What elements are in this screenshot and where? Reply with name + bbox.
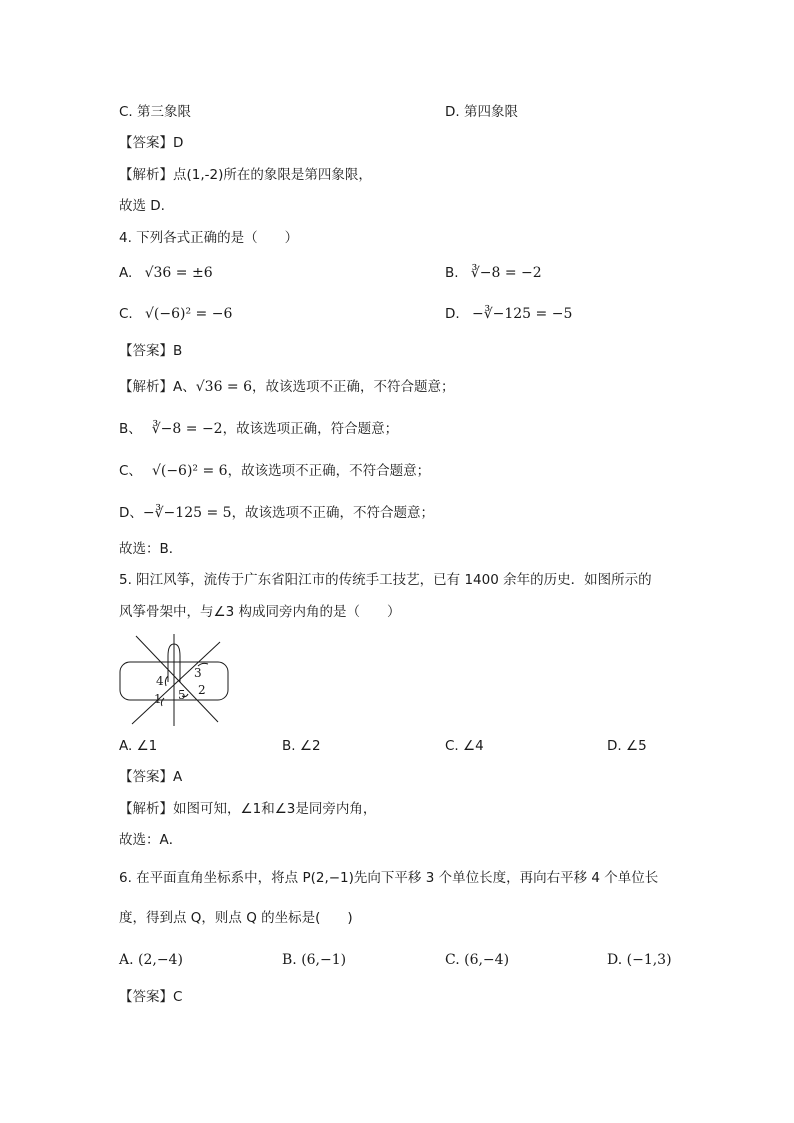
angle-label-2: 2 bbox=[198, 683, 206, 697]
q4-option-b bbox=[445, 263, 542, 283]
q4-analysis-d-prefix: D、 bbox=[119, 505, 143, 521]
q6-option-c: C. (6,−4) bbox=[445, 952, 510, 968]
q4-option-a-expr: √36 = ±6 bbox=[144, 265, 213, 281]
kite-frame-figure bbox=[116, 632, 238, 728]
q5-stem-line1: 5. 阳江风筝，流传于广东省阳江市的传统手工技艺，已有 1400 余年的历史．如图所示的 bbox=[119, 572, 652, 588]
q6-option-b: B. (6,−1) bbox=[282, 952, 347, 968]
q4-analysis-d-text: ，故该选项不正确，不符合题意； bbox=[231, 505, 435, 521]
q4-option-c-expr: √(−6)² = −6 bbox=[145, 306, 233, 322]
q3-conclusion: 故选 D. bbox=[119, 198, 165, 214]
kite-frame-diagonal-2 bbox=[132, 642, 220, 724]
q4-stem: 4. 下列各式正确的是（ ） bbox=[119, 230, 299, 246]
angle-label-3: 3 bbox=[194, 666, 202, 680]
q3-option-d: D. 第四象限 bbox=[445, 104, 518, 120]
q4-analysis-c-prefix: C、 bbox=[119, 463, 142, 479]
angle-label-1: 1 bbox=[154, 692, 162, 706]
q4-conclusion: 故选：B． bbox=[119, 541, 183, 557]
q5-option-a: A. ∠1 bbox=[119, 738, 158, 754]
q4-analysis-a bbox=[119, 377, 455, 397]
q6-stem-line1: 6. 在平面直角坐标系中，将点 P(2,−1)先向下平移 3 个单位长度，再向右平移 4 个单位长 bbox=[119, 870, 659, 886]
q4-analysis-b-text: ，故该选项正确，符合题意； bbox=[222, 421, 399, 437]
q4-analysis-c-expr: √(−6)² = 6 bbox=[151, 463, 228, 479]
q4-analysis-a-prefix: 【解析】A、 bbox=[119, 379, 196, 395]
q5-option-b: B. ∠2 bbox=[282, 738, 321, 754]
q4-analysis-d bbox=[119, 503, 434, 523]
q4-analysis-a-expr: √36 = 6 bbox=[195, 379, 253, 395]
q5-option-c: C. ∠4 bbox=[445, 738, 484, 754]
q3-answer: 【答案】D bbox=[119, 135, 184, 151]
q5-stem-line2: 风筝骨架中，与∠3 构成同旁内角的是（ ） bbox=[119, 604, 401, 620]
q6-option-d: D. (−1,3) bbox=[607, 952, 672, 968]
q4-analysis-b-expr: ∛−8 = −2 bbox=[151, 421, 223, 437]
q4-option-c-label: C. bbox=[119, 306, 133, 322]
q5-answer: 【答案】A bbox=[119, 769, 183, 785]
angle-label-4: 4 bbox=[156, 674, 164, 688]
q5-analysis: 【解析】如图可知，∠1和∠3是同旁内角， bbox=[119, 801, 377, 817]
q4-option-d-expr: −∛−125 = −5 bbox=[471, 306, 573, 322]
q4-analysis-d-expr: −∛−125 = 5 bbox=[142, 505, 232, 521]
q5-option-d: D. ∠5 bbox=[607, 738, 647, 754]
angle-arc-1 bbox=[161, 698, 164, 706]
q4-option-d bbox=[445, 304, 572, 324]
q4-option-c bbox=[119, 304, 232, 324]
q6-stem-line2: 度，得到点 Q，则点 Q 的坐标是( ) bbox=[119, 910, 353, 926]
q3-option-c: C. 第三象限 bbox=[119, 104, 192, 120]
angle-label-5: 5 bbox=[178, 688, 186, 702]
q4-option-b-expr: ∛−8 = −2 bbox=[470, 265, 542, 281]
q6-option-a: A. (2,−4) bbox=[119, 952, 183, 968]
q3-analysis: 【解析】点(1,-2)所在的象限是第四象限， bbox=[119, 167, 372, 183]
q4-analysis-c bbox=[119, 461, 430, 481]
q4-answer: 【答案】B bbox=[119, 343, 183, 359]
q4-analysis-b bbox=[119, 419, 398, 439]
q4-option-a bbox=[119, 263, 213, 283]
q4-option-d-label: D. bbox=[445, 306, 460, 322]
q4-analysis-a-text: ，故该选项不正确，不符合题意； bbox=[252, 379, 455, 395]
q4-analysis-c-text: ，故该选项不正确，不符合题意； bbox=[227, 463, 431, 479]
q4-option-a-label: A. bbox=[119, 265, 133, 281]
q6-answer: 【答案】C bbox=[119, 989, 183, 1005]
q4-option-b-label: B. bbox=[445, 265, 459, 281]
q4-analysis-b-prefix: B、 bbox=[119, 421, 142, 437]
q5-conclusion: 故选：A． bbox=[119, 832, 183, 848]
